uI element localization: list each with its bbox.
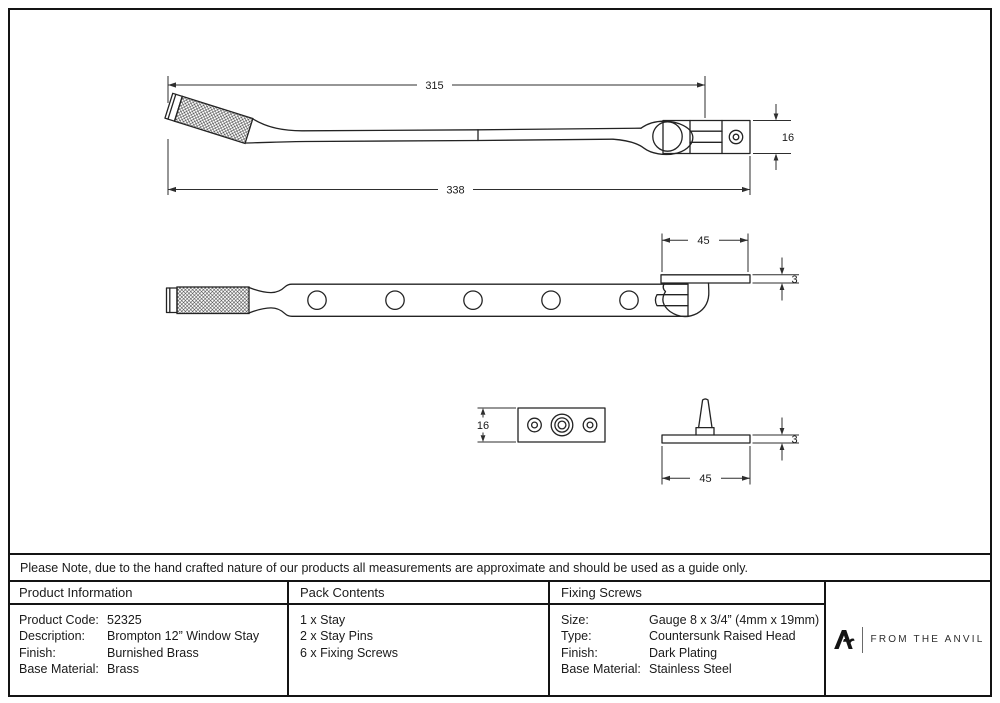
dim-16-bracket xyxy=(753,104,794,170)
dim-45-plate xyxy=(662,234,748,273)
plan-view-drawing xyxy=(167,234,800,317)
row-label: Type: xyxy=(561,629,592,644)
row-label: Product Code: xyxy=(19,613,99,627)
row-label: Finish: xyxy=(561,645,598,660)
pack-contents-header: Pack Contents xyxy=(289,582,548,605)
product-information-header: Product Information xyxy=(8,582,287,605)
dim-16-keep-plate-label: 16 xyxy=(476,419,490,432)
anvil-logo-icon xyxy=(834,630,855,649)
list-item: 6 x Fixing Screws xyxy=(300,645,398,660)
table-row xyxy=(561,612,824,628)
table-row xyxy=(561,661,824,677)
brand-cell xyxy=(824,582,992,697)
row-label: Base Material: xyxy=(19,661,99,676)
stay-pin-drawing xyxy=(662,399,799,485)
note-text: Please Note, due to the hand crafted nature of our products all measurements are approximate and should be used as a guide only. xyxy=(20,560,749,575)
row-value: Gauge 8 x 3/4” (4mm x 19mm) xyxy=(649,613,820,627)
stay-handle-plan xyxy=(167,287,250,314)
mount-plate-edge xyxy=(661,275,750,283)
fixing-screws-column xyxy=(548,582,824,697)
dim-45-plate-label: 45 xyxy=(697,235,710,247)
technical-drawing xyxy=(8,8,992,553)
stay-handle-side xyxy=(165,93,253,143)
table-row xyxy=(561,645,824,661)
keeper-hook xyxy=(663,283,709,317)
dim-16-bracket-label: 16 xyxy=(781,132,795,144)
dim-3-plate-label: 3 xyxy=(791,273,798,286)
dim-315-label: 315 xyxy=(425,79,444,92)
row-value: Brass xyxy=(107,661,139,676)
table-row xyxy=(19,661,287,677)
dim-3-plate xyxy=(753,258,800,301)
table-row xyxy=(19,612,287,628)
fixing-screws-header: Fixing Screws xyxy=(550,582,824,605)
dim-3-stay-pin-label: 3 xyxy=(791,433,798,446)
pack-contents-column xyxy=(287,582,548,697)
row-value: 52325 xyxy=(107,613,142,627)
table-row xyxy=(19,645,287,661)
row-label: Description: xyxy=(19,629,85,644)
row-label: Size: xyxy=(561,613,589,627)
row-label: Finish: xyxy=(19,645,56,660)
row-value: Brompton 12” Window Stay xyxy=(107,629,260,644)
dim-45-stay-pin-label: 45 xyxy=(699,473,712,485)
logo-divider xyxy=(862,627,863,653)
row-label: Base Material: xyxy=(561,661,641,676)
row-value: Burnished Brass xyxy=(107,645,199,660)
list-item: 2 x Stay Pins xyxy=(300,629,373,644)
product-information-column xyxy=(8,582,287,697)
dim-338-label: 338 xyxy=(446,184,465,197)
note-row xyxy=(8,553,992,580)
table-row xyxy=(561,628,824,644)
spec-table xyxy=(8,580,992,697)
row-value: Dark Plating xyxy=(649,645,718,660)
brand-name: FROM THE ANVIL xyxy=(870,634,985,645)
side-view-drawing xyxy=(165,76,794,196)
stay-bar-holes xyxy=(308,291,638,309)
list-item: 1 x Stay xyxy=(300,613,346,627)
keep-plate-drawing xyxy=(477,408,605,442)
dim-16-keep-plate xyxy=(477,408,516,442)
row-value: Stainless Steel xyxy=(649,661,732,676)
dim-315 xyxy=(168,76,705,118)
table-row xyxy=(19,628,287,644)
row-value: Countersunk Raised Head xyxy=(649,629,796,644)
dim-45-stay-pin xyxy=(662,446,750,485)
dim-3-stay-pin xyxy=(753,418,800,461)
